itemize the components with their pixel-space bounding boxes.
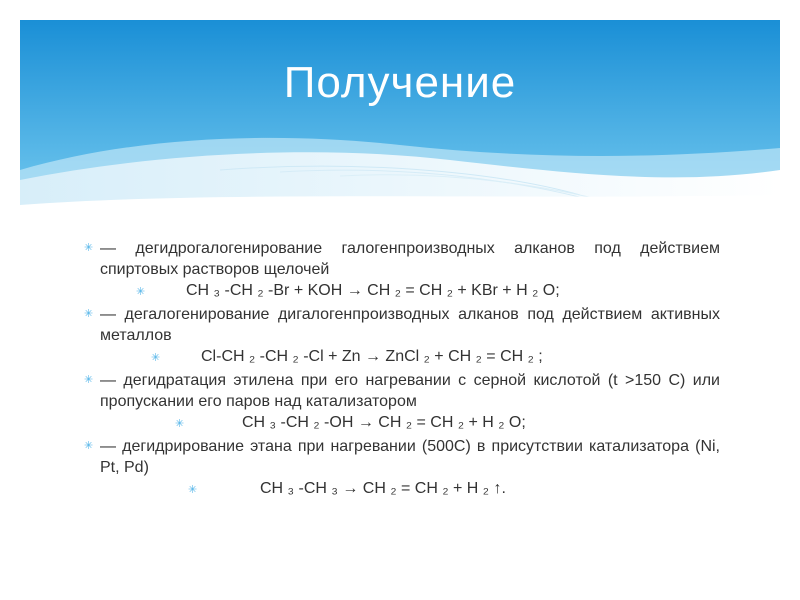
item-text: — дегалогенирование дигалогенпроизводных алканов под действием активных металлов <box>100 306 720 344</box>
list-item <box>84 304 720 346</box>
sky-wave-background <box>20 20 780 230</box>
equation-text: CH ₃ -CH ₂ -Br + KOH → CH ₂ = CH ₂ + KBr + H ₂ O; <box>186 282 560 299</box>
item-text: — дегидрогалогенирование галогенпроизводных алканов под действием спиртовых растворов щелочей <box>100 240 720 278</box>
list-item <box>84 370 720 412</box>
star-bullet-icon: ✳ <box>84 374 94 386</box>
equation-text: CH ₃ -CH ₃ → CH ₂ = CH ₂ + H ₂ ↑. <box>260 480 506 497</box>
slide-title: Получение <box>283 58 517 107</box>
star-bullet-icon: ✳ <box>136 286 146 298</box>
list-item <box>84 238 720 280</box>
equation-row <box>84 346 720 368</box>
star-bullet-icon: ✳ <box>84 308 94 320</box>
star-bullet-icon: ✳ <box>84 242 94 254</box>
item-text: — дегидрирование этана при нагревании (500С) в присутствии катализатора (Ni, Pt, Pd) <box>100 438 720 476</box>
star-bullet-icon: ✳ <box>175 418 185 430</box>
star-bullet-icon: ✳ <box>84 440 94 452</box>
title-banner <box>20 20 780 230</box>
content-list <box>84 238 720 502</box>
equation-row <box>84 478 720 500</box>
star-bullet-icon: ✳ <box>151 352 161 364</box>
star-bullet-icon: ✳ <box>188 484 198 496</box>
equation-row <box>84 412 720 434</box>
item-text: — дегидратация этилена при его нагревании с серной кислотой (t >150 С) или пропускании его паров над катализатором <box>100 372 720 410</box>
list-item <box>84 436 720 478</box>
equation-text: CH ₃ -CH ₂ -OH → CH ₂ = CH ₂ + H ₂ O; <box>242 414 526 431</box>
equation-row <box>84 280 720 302</box>
equation-text: Cl-CH ₂ -CH ₂ -Cl + Zn → ZnCl ₂ + CH ₂ = CH ₂ ; <box>201 348 543 365</box>
